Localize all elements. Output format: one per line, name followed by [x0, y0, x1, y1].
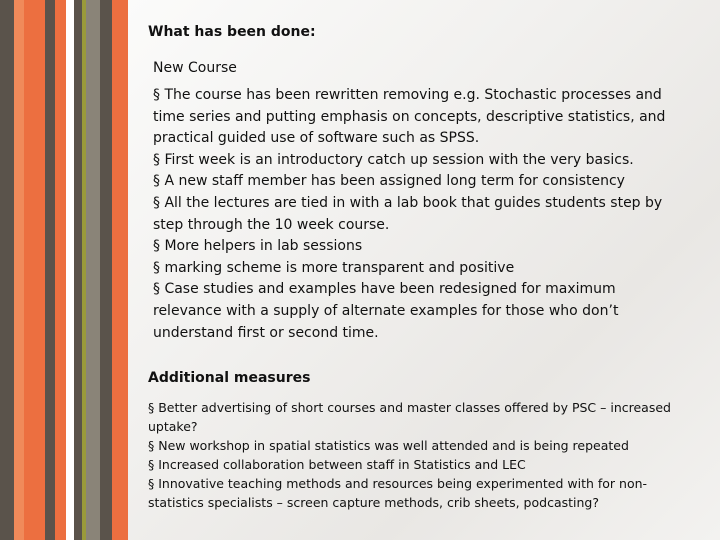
additional-heading: Additional measures — [148, 370, 311, 387]
list-item: § New workshop in spatial statistics was well attended and is being repeated — [148, 437, 629, 453]
new-course-list — [153, 85, 688, 344]
list-item: § More helpers in lab sessions — [153, 238, 363, 255]
list-item: § Increased collaboration between staff in Statistics and LEC — [148, 456, 526, 472]
list-item: § The course has been rewritten removing e.g. Stochastic processes and time series and putting emphasis on concepts, descriptive statistics, and practical guided use of software such as SPSS. — [153, 87, 666, 147]
list-item: § Better advertising of short courses and master classes offered by PSC – increased uptake? — [148, 399, 671, 434]
slide-content — [148, 22, 688, 512]
subheading: New Course — [153, 59, 237, 76]
list-item: § A new staff member has been assigned long term for consistency — [153, 173, 625, 190]
additional-list — [148, 398, 688, 512]
decorative-stripes — [0, 0, 128, 540]
list-item: § First week is an introductory catch up session with the very basics. — [153, 151, 634, 168]
list-item: § Innovative teaching methods and resources being experimented with for non-statistics specialists – screen capture methods, crib sheets, podcasting? — [148, 475, 648, 510]
list-item: § marking scheme is more transparent and positive — [153, 259, 515, 276]
list-item: § Case studies and examples have been redesigned for maximum relevance with a supply of alternate examples for those who don’t understand first or second time. — [153, 281, 619, 341]
slide-heading: What has been done: — [148, 24, 316, 40]
list-item: § All the lectures are tied in with a lab book that guides students step by step through the 10 week course. — [153, 194, 663, 233]
